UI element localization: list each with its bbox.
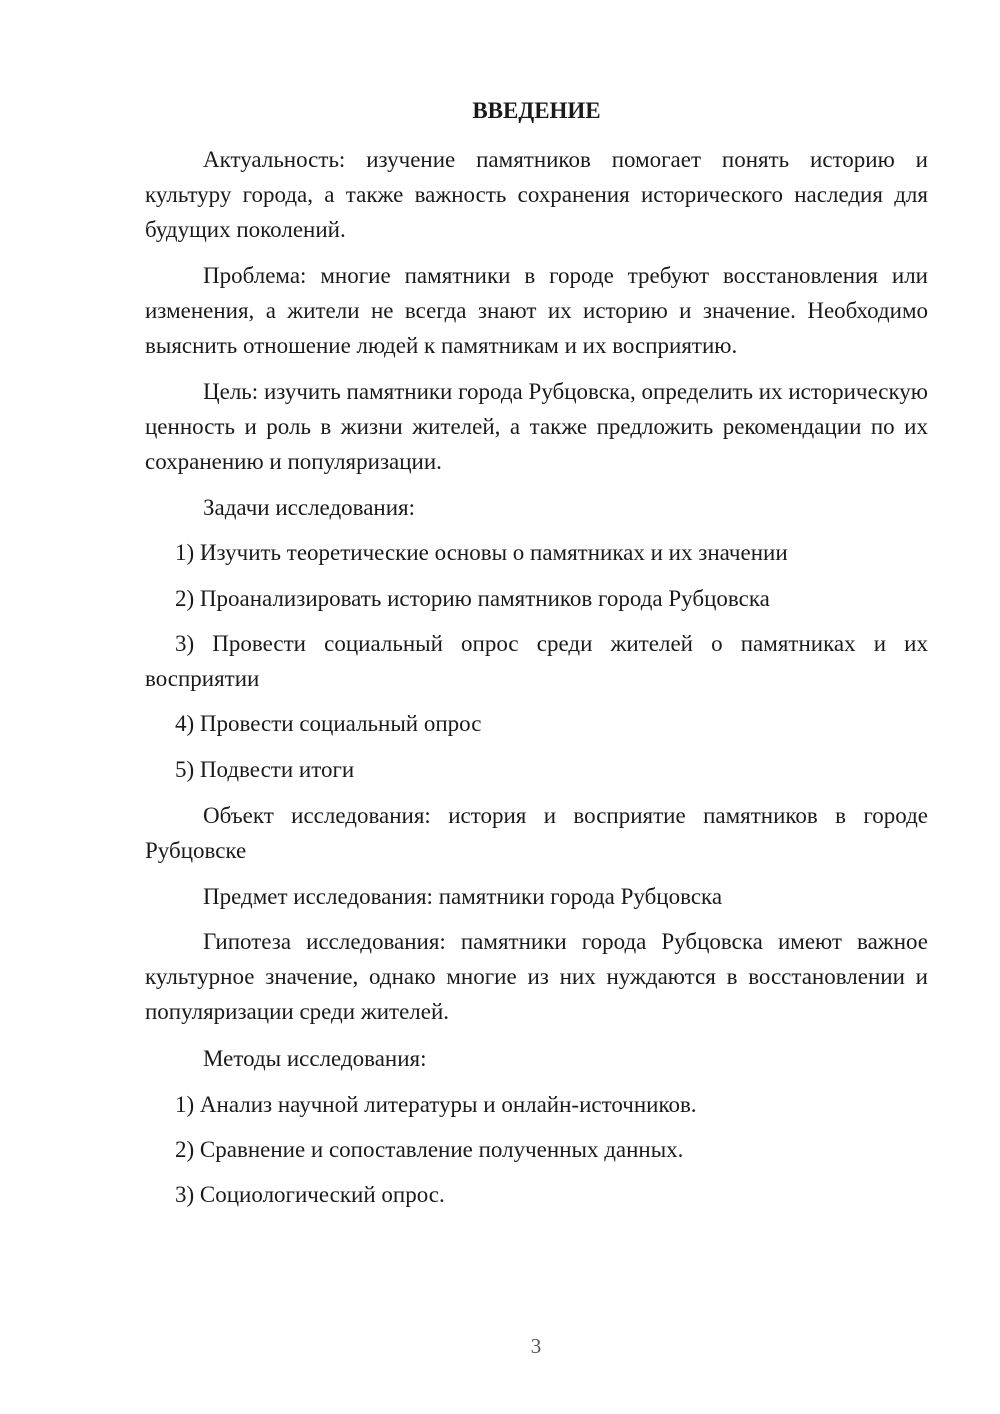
tasks-label: Задачи исследования:: [203, 495, 416, 520]
task-item-5: 5) Подвести итоги: [175, 757, 355, 782]
subject-paragraph: Предмет исследования: памятники города Рубцовска: [203, 884, 723, 909]
task-item-4: 4) Провести социальный опрос: [175, 711, 482, 736]
method-item-3: 3) Социологический опрос.: [175, 1182, 445, 1207]
hypothesis-paragraph: Гипотеза исследования: памятники города Рубцовска имеют важное культурное значение, однако многие из них нуждаются в восстановлении и популяризации среди жителей.: [145, 929, 928, 1024]
method-item-1: 1) Анализ научной литературы и онлайн-источников.: [175, 1092, 697, 1117]
task-item-2: 2) Проанализировать историю памятников города Рубцовска: [175, 586, 770, 611]
goal-paragraph: Цель: изучить памятники города Рубцовска, определить их историческую ценность и роль в жизни жителей, а также предложить рекомендации по их сохранению и популяризации.: [145, 379, 928, 474]
task-item-1: 1) Изучить теоретические основы о памятниках и их значении: [175, 540, 788, 565]
relevance-paragraph: Актуальность: изучение памятников помогает понять историю и культуру города, а также важность сохранения исторического наследия для будущих поколений.: [145, 147, 928, 242]
methods-label: Методы исследования:: [203, 1046, 427, 1071]
page-number: 3: [530, 1334, 542, 1358]
section-title: ВВЕДЕНИЕ: [472, 98, 601, 123]
problem-paragraph: Проблема: многие памятники в городе требуют восстановления или изменения, а жители не всегда знают их историю и значение. Необходимо выяснить отношение людей к памятникам и их восприятию.: [145, 263, 928, 358]
method-item-2: 2) Сравнение и сопоставление полученных данных.: [175, 1137, 684, 1162]
task-item-3: 3) Провести социальный опрос среди жителей о памятниках и их восприятии: [145, 631, 928, 691]
object-paragraph: Объект исследования: история и восприятие памятников в городе Рубцовске: [145, 803, 928, 863]
